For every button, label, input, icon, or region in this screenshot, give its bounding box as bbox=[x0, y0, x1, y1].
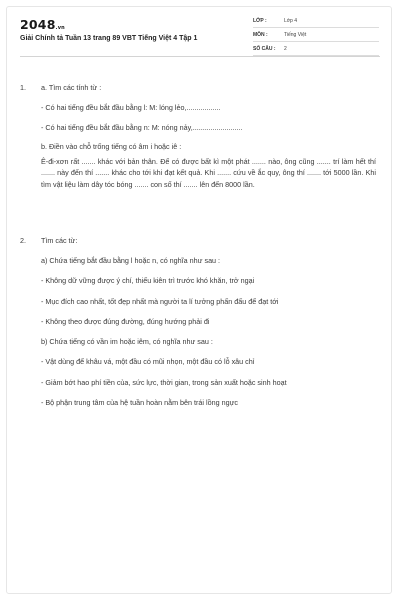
q1-item-2: - Có hai tiếng đều bắt đầu bằng n: M: nóng nảy,......................... bbox=[41, 123, 243, 132]
q2-line-8: - Bộ phận trung tâm của hệ tuần hoàn nằm bên trái lồng ngực bbox=[41, 398, 239, 407]
meta-count-value: 2 bbox=[284, 46, 287, 52]
q1-item-1: - Có hai tiếng đều bắt đầu bằng l: M: lóng lẻo,................. bbox=[41, 103, 221, 112]
meta-subject-value: Tiếng Việt bbox=[284, 32, 307, 38]
q1-part-b: b. Điền vào chỗ trống tiếng có âm i hoặc iê : bbox=[41, 142, 182, 151]
q2-line-3: - Mục đích cao nhất, tốt đẹp nhất mà người ta lí tưởng phấn đấu để đạt tới bbox=[41, 297, 279, 306]
meta-class-value: Lớp 4 bbox=[284, 18, 298, 24]
q1-heading: a. Tìm các tính từ : bbox=[41, 83, 102, 92]
header-divider bbox=[20, 56, 380, 57]
document-title: Giải Chính tả Tuần 13 trang 89 VBT Tiếng Việt 4 Tập 1 bbox=[20, 35, 198, 42]
meta-count bbox=[253, 45, 379, 56]
q2-number: 2. bbox=[20, 236, 26, 245]
q1-number: 1. bbox=[20, 83, 26, 92]
meta-subject bbox=[253, 31, 379, 42]
meta-class-key: LỚP : bbox=[253, 18, 267, 24]
meta-class bbox=[253, 17, 379, 28]
logo-suffix: .vn bbox=[55, 25, 65, 31]
q2-heading: Tìm các từ: bbox=[41, 236, 78, 245]
q2-line-6: - Vật dùng để khâu vá, một đầu có mũi nhọn, một đầu có lỗ xâu chỉ bbox=[41, 357, 255, 366]
meta-count-key: SỐ CÂU : bbox=[253, 46, 276, 52]
meta-subject-key: MÔN : bbox=[253, 32, 268, 38]
logo-main: 2048 bbox=[20, 17, 56, 32]
q2-line-2: - Không dữ vững được ý chí, thiếu kiên trì trước khó khăn, trở ngại bbox=[41, 276, 255, 285]
q2-line-7: - Giảm bớt hao phí tiền của, sức lực, thời gian, trong sản xuất hoặc sinh hoạt bbox=[41, 378, 287, 387]
q2-line-5: b) Chứa tiếng có vần im hoặc iêm, có nghĩa như sau : bbox=[41, 337, 213, 346]
q2-line-1: a) Chứa tiếng bắt đầu bằng l hoặc n, có nghĩa như sau : bbox=[41, 256, 221, 265]
site-logo[interactable] bbox=[20, 17, 65, 32]
q1-passage: Ê-đi-xơn rất ....... khác với bản thân. Để có được bất kì một phát ....... nào, ông cũng ....... trí làm hết thí ....... này đến thí ....... khác cho tới khi đạt kết quả. Khi ....... cứu về ắc quy, ông thí ....... tới 5000 lần. Khi tìm vật liệu làm dây tóc bóng ....... con số thí ....... lên đến 8000 lần. bbox=[41, 157, 376, 189]
q2-line-4: - Không theo được đúng đường, đúng hướng phải đi bbox=[41, 317, 210, 326]
